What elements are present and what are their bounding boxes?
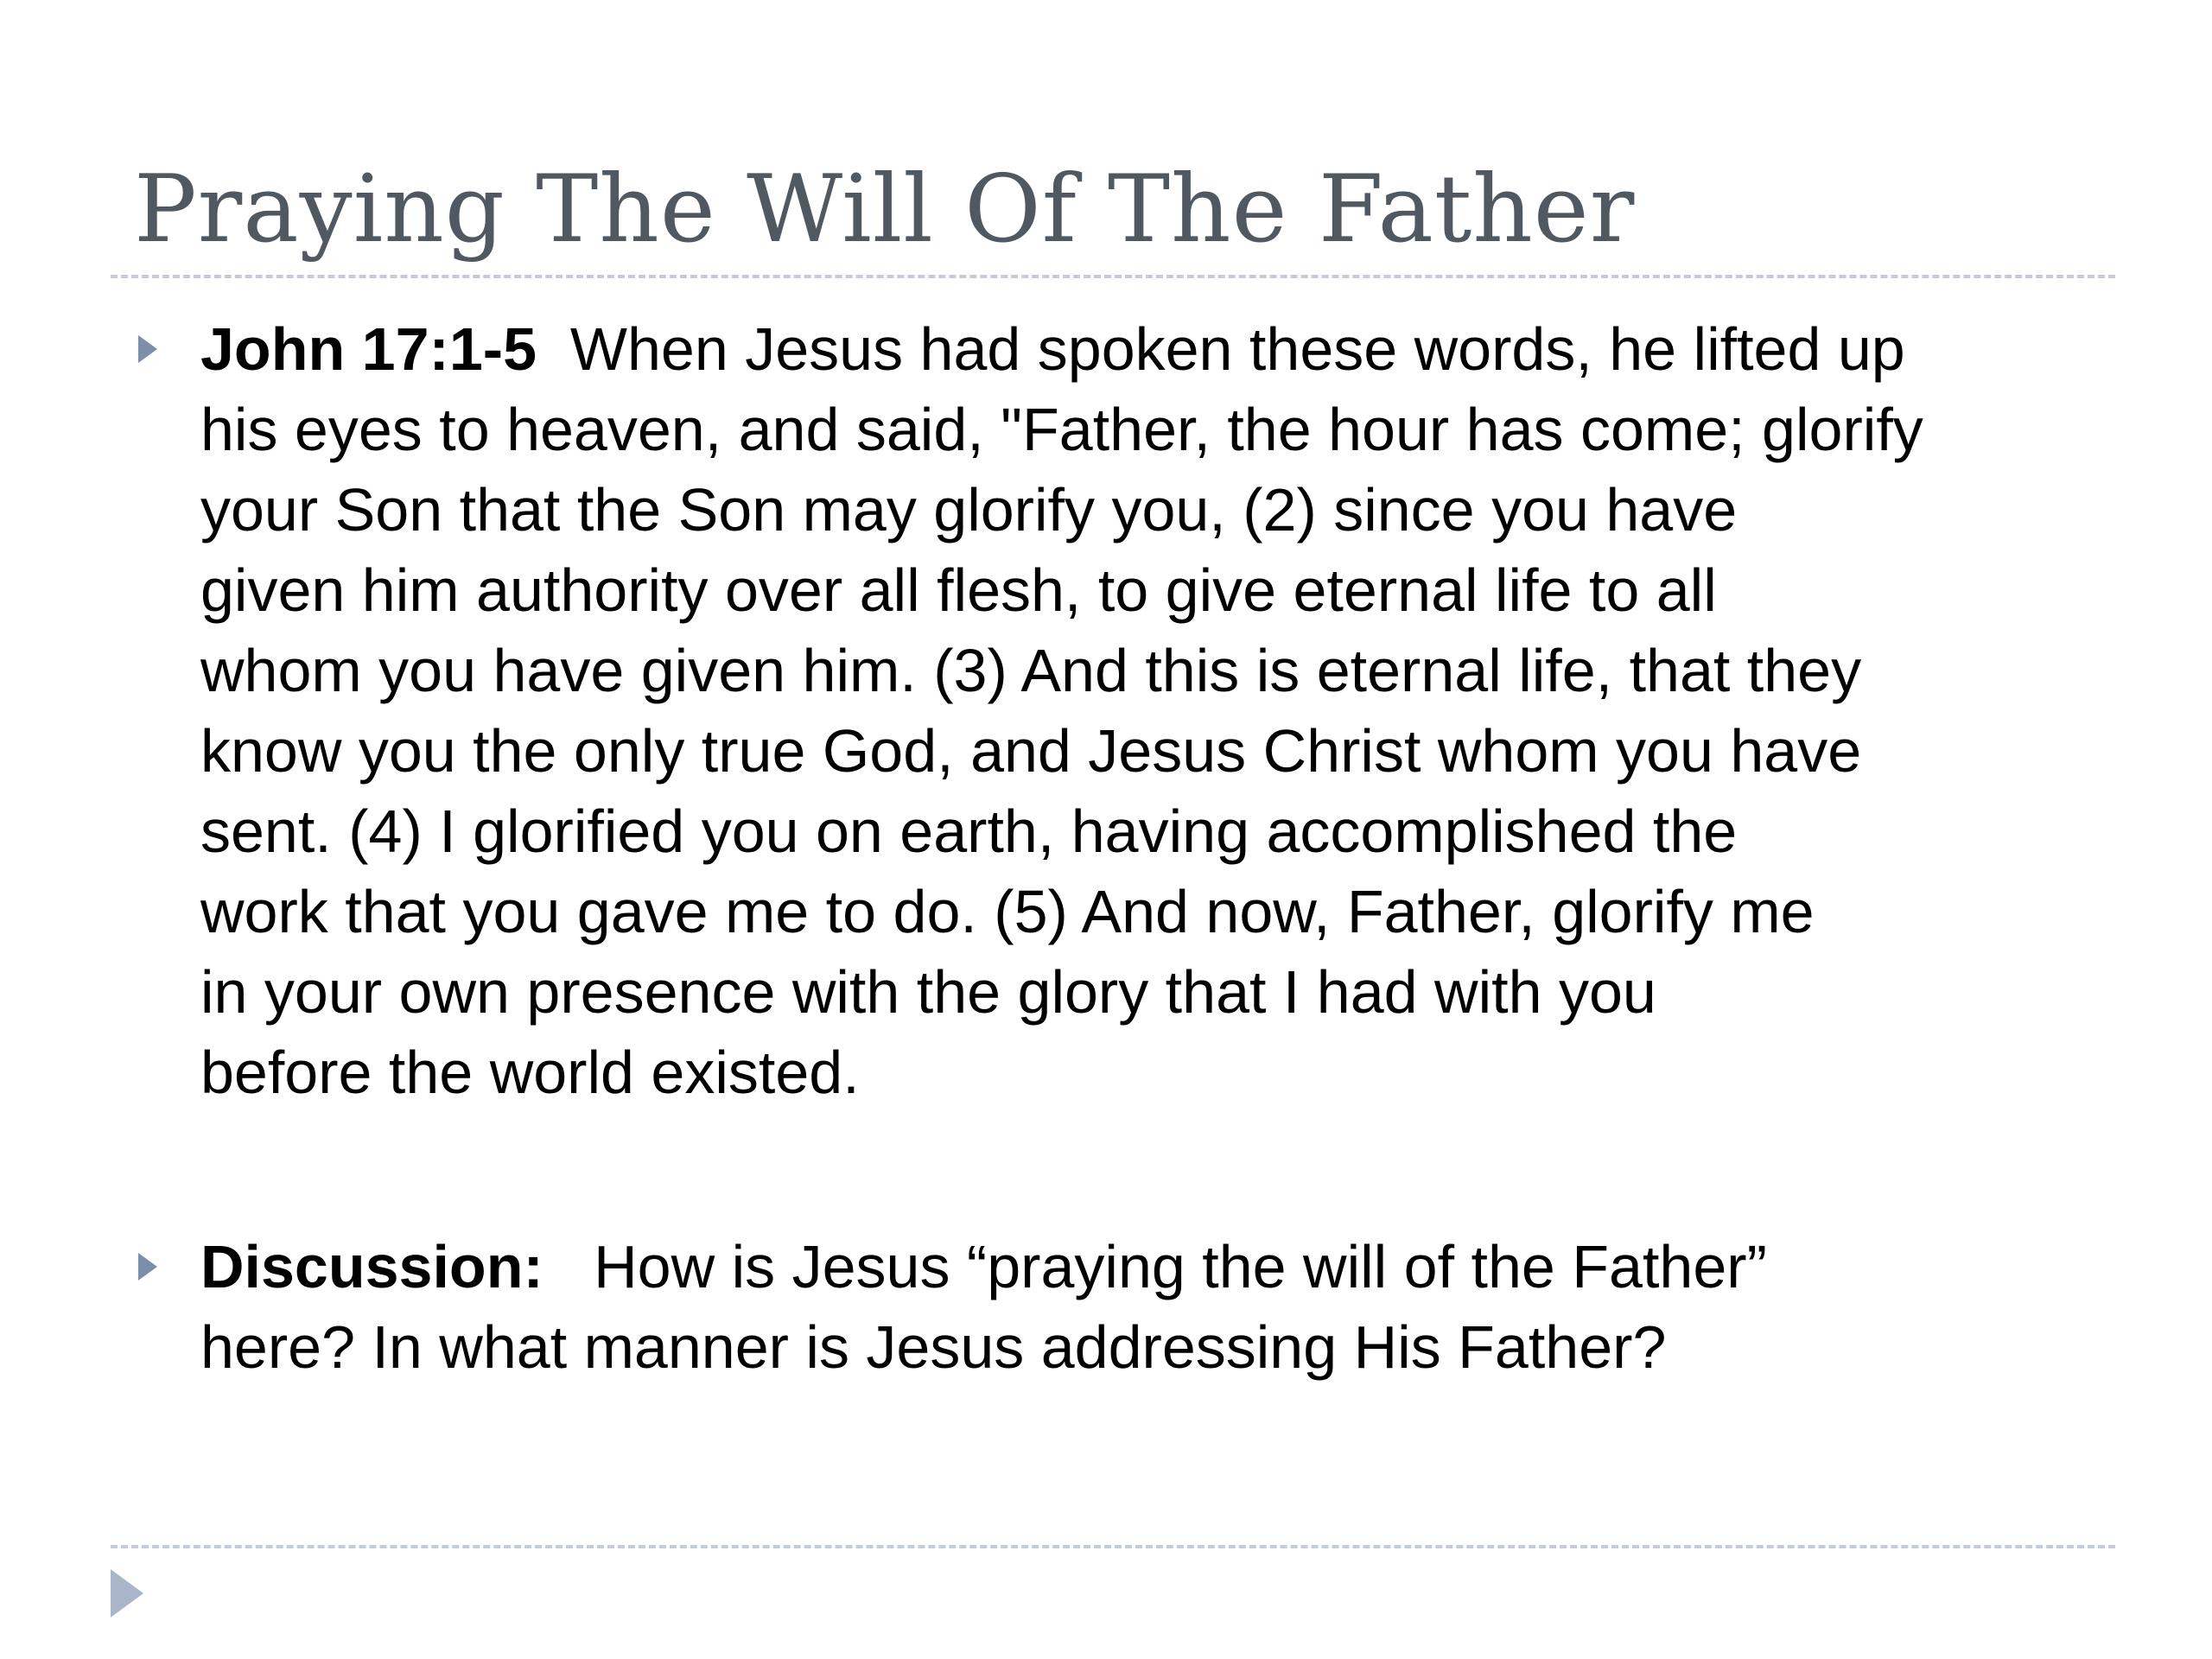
paragraph-line: know you the only true God, and Jesus Christ whom you have [200,717,1862,785]
paragraph-line: sent. (4) I glorified you on earth, having accomplished the [200,798,1738,865]
bullet-arrow-icon [138,335,157,363]
paragraph-line: before the world existed. [200,1039,860,1106]
footer-divider [111,1545,2115,1548]
paragraph-line: whom you have given him. (3) And this is eternal life, that they [200,637,1862,704]
discussion-paragraph [200,1227,2136,1388]
paragraph-line: his eyes to heaven, and said, "Father, the hour has come; glorify [200,396,1923,463]
corner-arrow-icon [111,1569,143,1618]
paragraph-line: here? In what manner is Jesus addressing His Father? [200,1313,1667,1381]
line-text: When Jesus had spoken these words, he lifted up [569,315,1905,383]
paragraph-line [200,1227,2136,1307]
paragraph-line: work that you gave me to do. (5) And now, Father, glorify me [200,878,1815,945]
scripture-reference: John 17:1-5 [200,315,537,383]
scripture-paragraph [200,309,2136,1113]
title-divider [111,275,2115,278]
discussion-label: Discussion: [200,1233,543,1300]
paragraph-line: given him authority over all flesh, to give eternal life to all [200,556,1717,624]
bullet-arrow-icon [138,1253,157,1281]
paragraph-line: your Son that the Son may glorify you, (2) since you have [200,476,1738,543]
line-text: How is Jesus “praying the will of the Father” [594,1233,1767,1300]
paragraph-line [200,309,2136,390]
paragraph-line: in your own presence with the glory that I had with you [200,958,1656,1026]
slide-title: Praying The Will Of The Father [134,156,1636,264]
